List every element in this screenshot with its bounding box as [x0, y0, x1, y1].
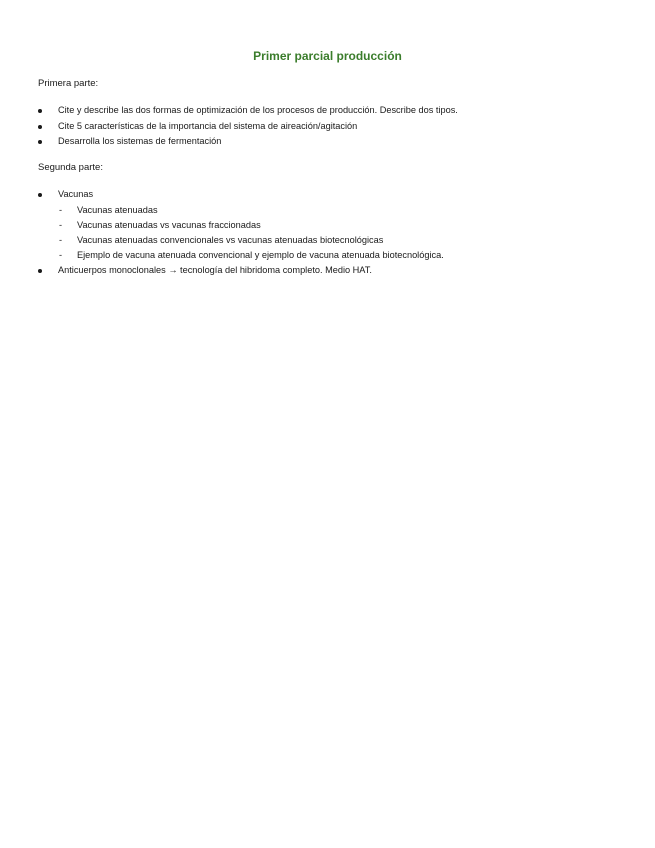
list-item — [0, 134, 655, 150]
document-title: Primer parcial producción — [253, 49, 402, 63]
list-item-text: Desarrolla los sistemas de fermentación — [58, 136, 222, 146]
list-item-text: Vacunas — [58, 189, 94, 199]
bullet-icon — [38, 140, 42, 144]
bullet-icon — [38, 269, 42, 273]
list-item — [0, 119, 655, 135]
list-item-text: Cite 5 características de la importancia del sistema de aireación/agitación — [58, 120, 358, 131]
list-item-vacunas — [0, 187, 655, 203]
dash-icon: - — [59, 219, 63, 230]
section-heading-primera-parte: Primera parte: — [38, 78, 99, 89]
sub-list-item-text: Ejemplo de vacuna atenuada convencional y ejemplo de vacuna atenuada biotecnológica. — [77, 249, 444, 260]
dash-icon: - — [59, 234, 63, 245]
list-item-anticuerpos — [0, 263, 655, 279]
bullet-icon — [38, 125, 42, 129]
segunda-parte-list — [0, 187, 655, 278]
sub-list-item — [0, 248, 655, 263]
list-item-text: Cite y describe las dos formas de optimización de los procesos de producción. Describe dos tipos. — [58, 105, 458, 115]
bullet-icon — [38, 193, 42, 197]
list-item-text: Anticuerpos monoclonales → tecnología del hibridoma completo. Medio HAT. — [58, 264, 372, 275]
dash-icon: - — [59, 249, 63, 260]
sub-list-item-text: Vacunas atenuadas convencionales vs vacunas atenuadas biotecnológicas — [77, 234, 384, 245]
sub-list-item — [0, 233, 655, 248]
list-item — [0, 103, 655, 119]
sub-list-item — [0, 203, 655, 218]
dash-icon: - — [59, 204, 63, 215]
primera-parte-list — [0, 103, 655, 150]
sub-list-item — [0, 218, 655, 233]
bullet-icon — [38, 109, 42, 113]
sub-list-item-text: Vacunas atenuadas vs vacunas fraccionadas — [77, 219, 261, 230]
section-heading-segunda-parte: Segunda parte: — [38, 162, 103, 173]
sub-list-item-text: Vacunas atenuadas — [77, 204, 158, 215]
